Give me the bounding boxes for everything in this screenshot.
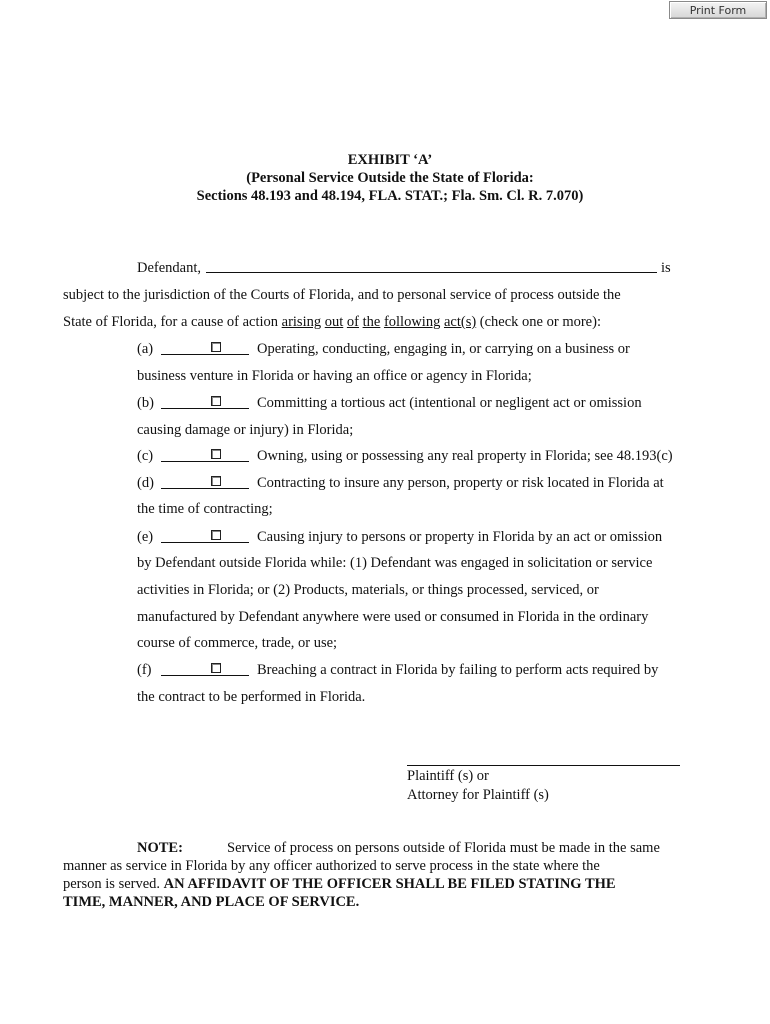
cause-of-action-text [63, 314, 601, 331]
cause-arising: arising [281, 314, 322, 330]
option-b-cont: causing damage or injury) in Florida; [137, 422, 354, 438]
option-c-checkbox[interactable] [211, 449, 221, 459]
note-line-1: Service of process on persons outside of Florida must be made in the same [227, 840, 660, 856]
cause-the: the [362, 314, 381, 330]
cause-out: out [324, 314, 344, 330]
option-e-cont-2: activities in Florida; or (2) Products, materials, or things processed, serviced, or [137, 582, 599, 598]
jurisdiction-text: subject to the jurisdiction of the Courts of Florida, and to personal service of process outside the [63, 287, 621, 303]
option-d-letter: (d) [137, 475, 154, 491]
option-a-blank [161, 354, 249, 355]
option-c-letter: (c) [137, 448, 154, 464]
option-f-blank [161, 675, 249, 676]
option-e-letter: (e) [137, 529, 154, 545]
option-b-checkbox[interactable] [211, 396, 221, 406]
note-line-3-bold: AN AFFIDAVIT OF THE OFFICER SHALL BE FILED STATING THE [163, 876, 616, 892]
note-line-4: TIME, MANNER, AND PLACE OF SERVICE. [63, 894, 360, 910]
option-b-letter: (b) [137, 395, 154, 411]
option-e-cont-1: by Defendant outside Florida while: (1) Defendant was engaged in solicitation or service [137, 555, 653, 571]
note-label: NOTE: [137, 840, 183, 856]
option-a-checkbox[interactable] [211, 342, 221, 352]
option-e-text: Causing injury to persons or property in Florida by an act or omission [257, 529, 663, 545]
cause-pre: State of Florida, for a cause of action [63, 314, 282, 330]
option-f-letter: (f) [137, 662, 152, 678]
option-e-checkbox[interactable] [211, 530, 221, 540]
option-e-blank [161, 542, 249, 543]
option-e-cont-4: course of commerce, trade, or use; [137, 635, 338, 651]
option-f-checkbox[interactable] [211, 663, 221, 673]
option-d-checkbox[interactable] [211, 476, 221, 486]
option-d-cont: the time of contracting; [137, 501, 273, 517]
signature-label-1: Plaintiff (s) or [407, 768, 489, 784]
cause-following: following [383, 314, 441, 330]
exhibit-subtitle: (Personal Service Outside the State of Florida: [246, 170, 534, 186]
option-f-cont: the contract to be performed in Florida. [137, 689, 366, 705]
cause-acts: act(s) [443, 314, 477, 330]
defendant-label: Defendant, [137, 260, 202, 276]
cause-of: of [346, 314, 359, 330]
is-label: is [661, 260, 671, 276]
defendant-name-field[interactable] [206, 272, 657, 273]
signature-label-2: Attorney for Plaintiff (s) [407, 787, 549, 803]
defendant-name-value [206, 256, 657, 272]
cause-post: (check one or more): [476, 314, 601, 330]
option-d-text: Contracting to insure any person, property or risk located in Florida at [257, 475, 664, 491]
option-d-blank [161, 488, 249, 489]
print-form-button[interactable]: Print Form [669, 1, 767, 19]
option-a-cont: business venture in Florida or having an office or agency in Florida; [137, 368, 532, 384]
option-b-blank [161, 408, 249, 409]
signature-line [407, 765, 680, 766]
option-b-text: Committing a tortious act (intentional or negligent act or omission [257, 395, 642, 411]
option-c-blank [161, 461, 249, 462]
note-line-3 [63, 876, 616, 893]
exhibit-title: EXHIBIT ‘A’ [347, 152, 433, 168]
note-line-3-plain: person is served. [63, 876, 164, 892]
option-a-letter: (a) [137, 341, 154, 357]
option-e-cont-3: manufactured by Defendant anywhere were used or consumed in Florida in the ordinary [137, 609, 649, 625]
option-c-text: Owning, using or possessing any real property in Florida; see 48.193(c) [257, 448, 673, 464]
exhibit-statutes: Sections 48.193 and 48.194, FLA. STAT.; Fla. Sm. Cl. R. 7.070) [196, 188, 584, 204]
option-a-text: Operating, conducting, engaging in, or carrying on a business or [257, 341, 630, 357]
note-line-2: manner as service in Florida by any officer authorized to serve process in the state where the [63, 858, 600, 874]
option-f-text: Breaching a contract in Florida by failing to perform acts required by [257, 662, 659, 678]
